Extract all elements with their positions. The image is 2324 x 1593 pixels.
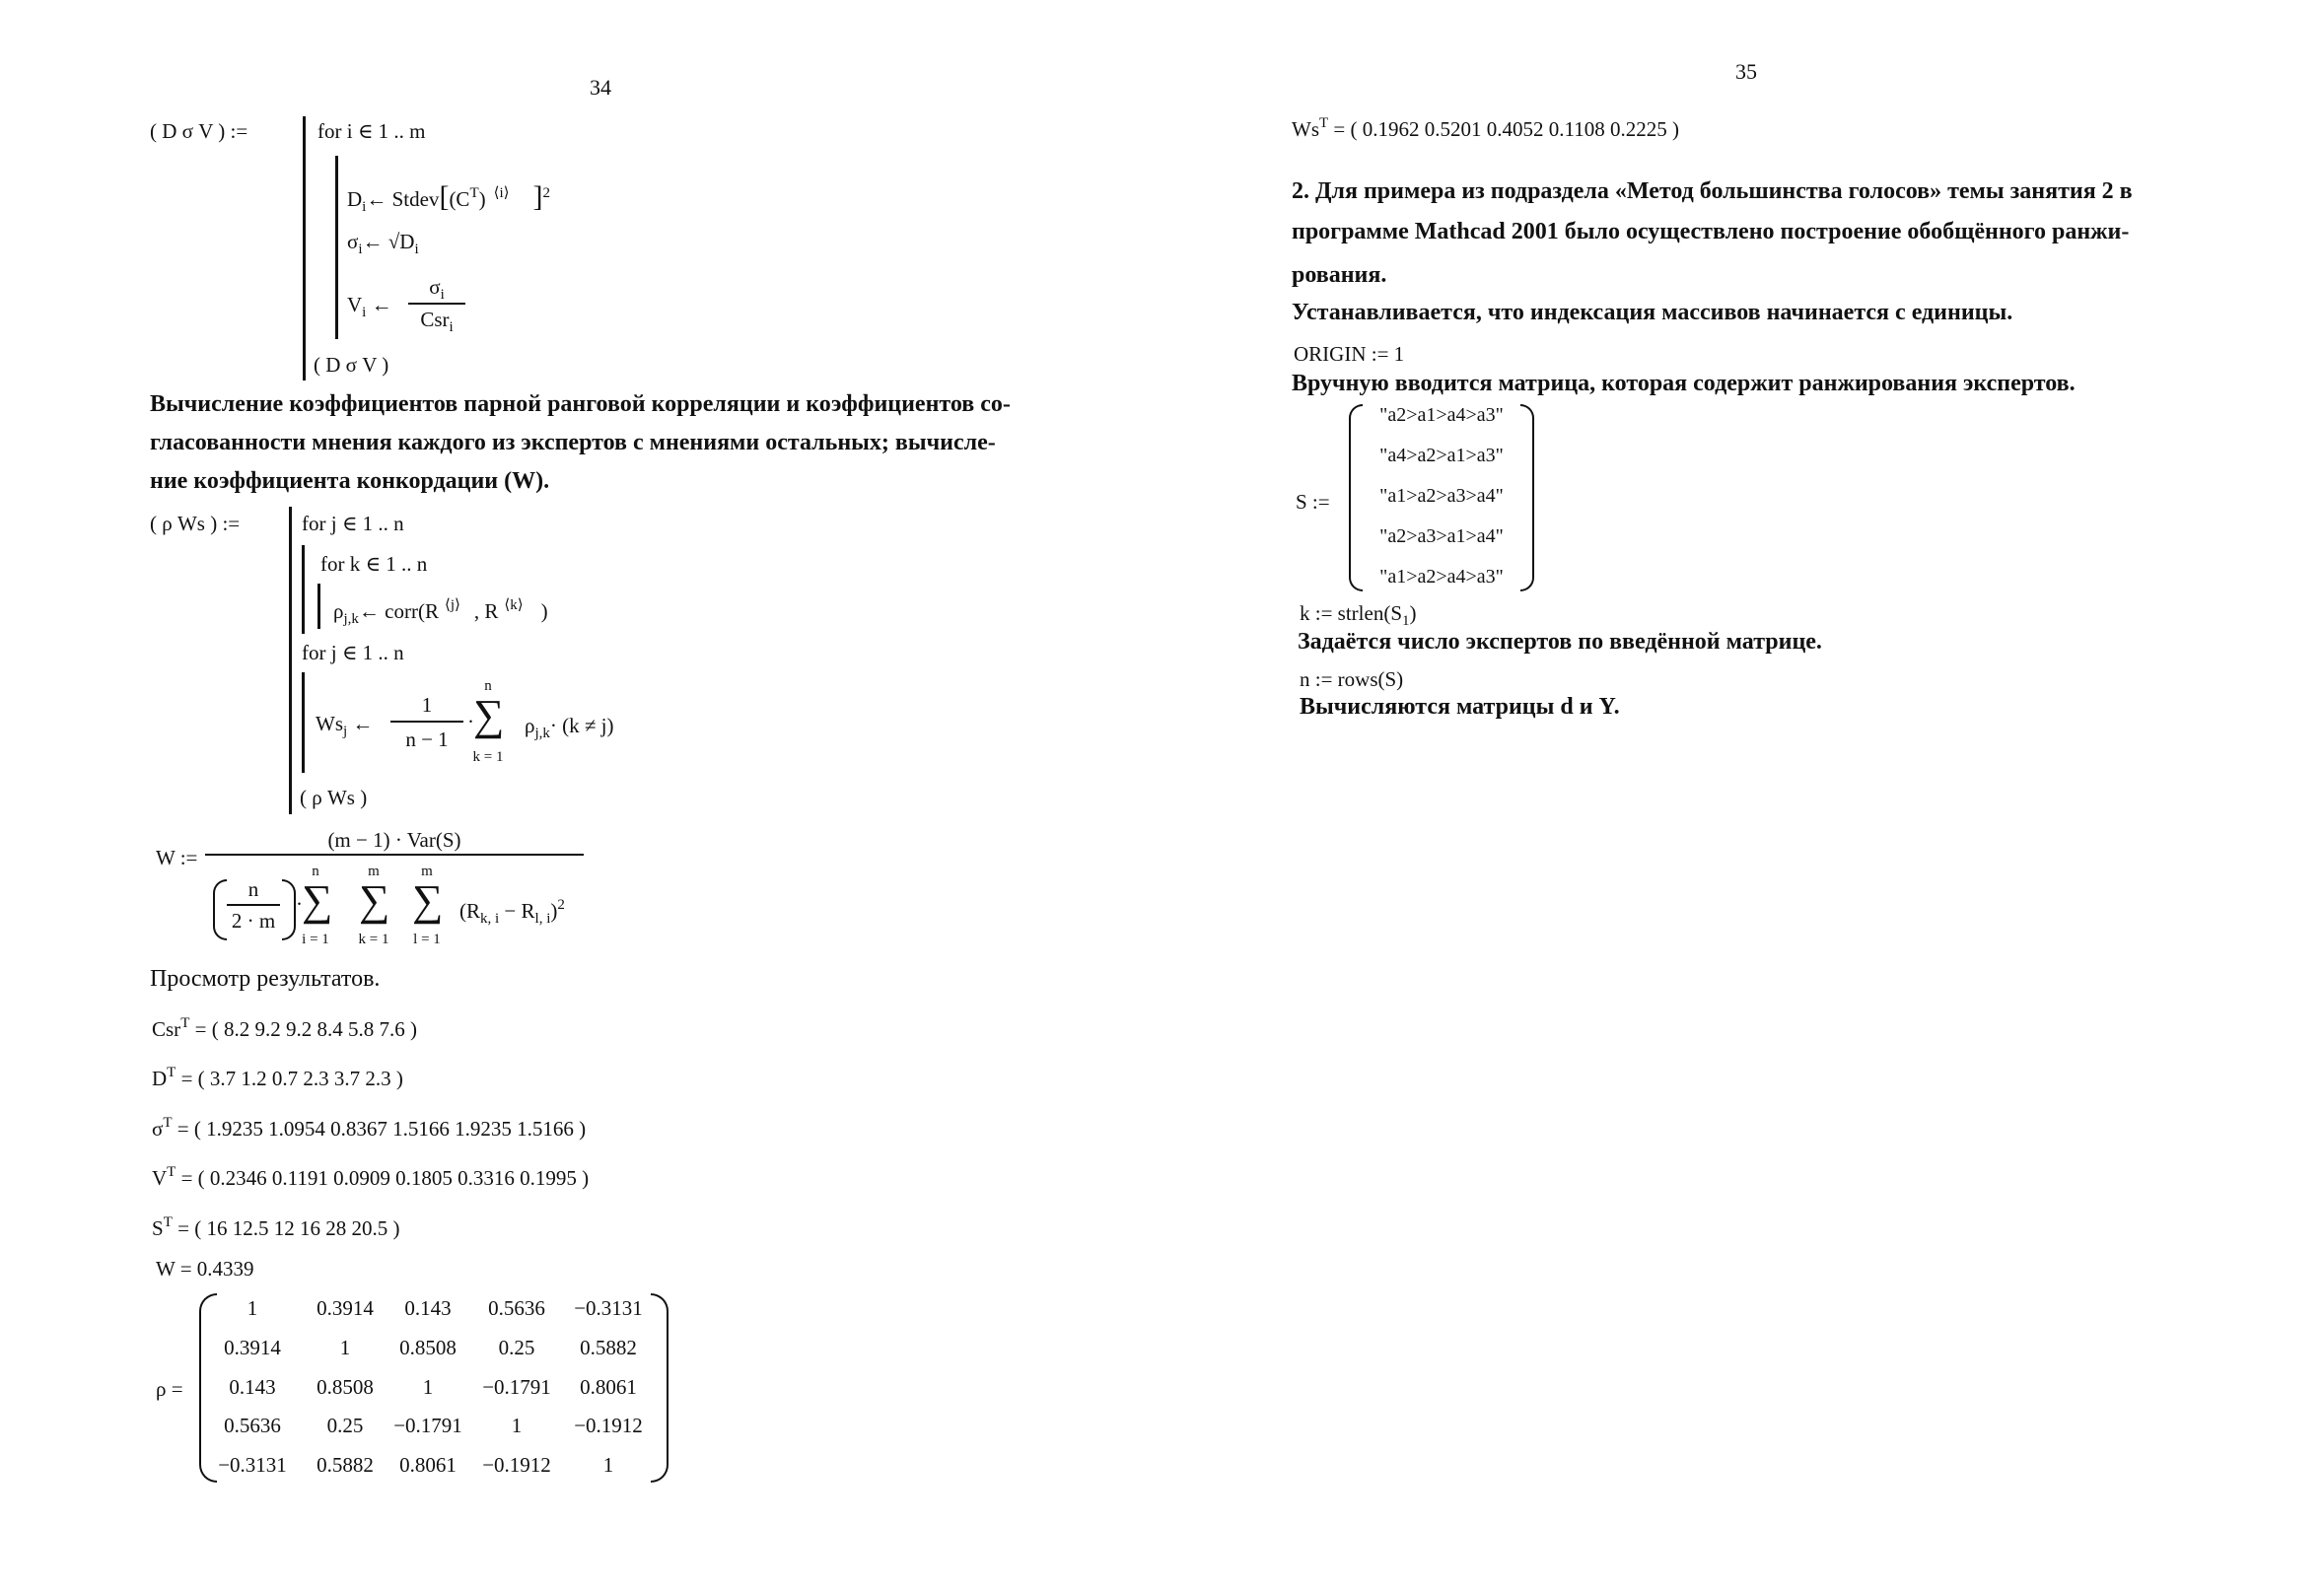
result-d-sup: T [167,1065,176,1080]
rho-matrix-cell-r5-c3: 0.8061 [399,1453,457,1477]
rho-matrix-cell-r3-c2: 0.8508 [317,1375,374,1399]
rho-sum-symbol: ∑ [473,691,505,739]
w-sum3-symbol: ∑ [412,876,444,925]
rho-ws-name: Ws [316,712,343,735]
w-term-sub2: l, i [534,911,551,927]
rho-return: ( ρ Ws ) [300,786,368,809]
dov-lhs: ( D σ V ) := [150,119,248,143]
dov-v-line [347,293,392,321]
w-numerator: (m − 1) · Var(S) [327,828,461,852]
result-v-name: V [152,1166,168,1190]
w-sum3-bottom: l = 1 [413,932,441,947]
result-v-value: = ( 0.2346 0.1191 0.0909 0.1805 0.3316 0.1995 ) [180,1166,590,1190]
k-code-sub: 1 [1402,613,1410,629]
rho-ws-dot: · [467,710,474,733]
k-code-close: ) [1409,601,1417,625]
rho-corr-fn: ← corr(R [358,599,439,623]
w-term-sq: 2 [557,897,565,913]
dov-v-denominator [406,308,467,336]
rho-matrix-cell-r4-c3: −0.1791 [393,1414,462,1437]
rho-matrix-cell-r5-c1: −0.3131 [218,1453,287,1477]
dov-return: ( D σ V ) [314,353,389,377]
rho-matrix-cell-r2-c3: 0.8508 [399,1336,457,1359]
rho-matrix-label: ρ = [156,1377,183,1401]
rho-ws-term-cond: · (k ≠ j) [549,714,614,737]
dov-v-name: V [347,293,363,316]
rho-matrix-cell-r2-c1: 0.3914 [224,1336,281,1359]
w-sum1-symbol: ∑ [302,876,333,925]
w-sum1-bottom: i = 1 [302,932,329,947]
ws-result-sup: T [1319,115,1329,131]
dov-d-line: $D_i\leftarrow$ $Stdev[(C^T)$ $^{⟨i⟩}$ ]$^2$ [347,180,550,215]
result-csr-name: Csr [152,1017,181,1041]
result-w: W = 0.4339 [156,1257,254,1281]
rho-for-j2: for j ∈ 1 .. n [302,641,404,664]
dov-v-den-sub: i [449,319,454,335]
rho-matrix-cell-r5-c4: −0.1912 [482,1453,551,1477]
w-sum2-bottom: k = 1 [358,932,389,947]
s-matrix-row-3: "a1>a2>a3>a4" [1379,485,1504,507]
s-matrix-left-paren [1349,404,1363,591]
rho-matrix-cell-r1-c4: 0.5636 [488,1296,545,1320]
k-code [1300,601,1417,630]
last-text: Вычисляются матрицы d и Y. [1300,694,1620,720]
rho-matrix-cell-r3-c4: −0.1791 [482,1375,551,1399]
w-dot: · [296,892,303,916]
ws-result [1292,115,1679,142]
dov-inner-bar [335,156,338,339]
dov-d-t: T [469,185,479,201]
rho-matrix-cell-r1-c1: 1 [246,1296,258,1320]
dov-v-num-sub: i [440,287,445,303]
rho-matrix-cell-r4-c5: −0.1912 [574,1414,643,1437]
rho-ws-arrow: ← [352,712,374,735]
result-v-sup: T [167,1164,176,1180]
result-sigma-value: = ( 1.9235 1.0954 0.8367 1.5166 1.9235 1.5166 ) [176,1117,587,1141]
w-term [459,897,565,928]
rho-matrix-cell-r3-c1: 0.143 [229,1375,276,1399]
w-term-sub1: k, i [480,911,500,927]
rho-ws-term-sub: j,k [534,726,550,741]
w-lhs: W := [156,846,198,869]
page-number-right: 35 [1735,59,1757,84]
w-frac-bar [227,904,280,906]
rho-matrix-cell-r2-c2: 1 [339,1336,351,1359]
rho-matrix-cell-r1-c3: 0.143 [404,1296,452,1320]
w-frac-n: n [247,877,259,901]
rho-sum-top: n [484,678,492,694]
result-sigma-name: σ [152,1117,164,1141]
rho-corr-j: ⟨j⟩ [444,597,460,613]
para2-line2: программе Mathcad 2001 было осуществлено построение обобщённого ранжи- [1292,219,2130,244]
rho-ws-term [525,714,614,742]
result-d [152,1065,403,1091]
result-s-value: = ( 16 12.5 12 16 28 20.5 ) [177,1216,400,1240]
w-sum1-top: n [312,864,319,879]
dov-sigma-sqrt: ← √D [362,230,415,253]
rho-lhs: ( ρ Ws ) := [150,512,241,535]
rho-ws-denominator: n − 1 [405,727,449,751]
ws-result-value: = ( 0.1962 0.5201 0.4052 0.1108 0.2225 ) [1333,117,1679,141]
dov-for-line: for i ∈ 1 .. m [317,119,426,143]
rho-corr-sub: j,k [343,611,359,627]
rho-matrix-cell-r4-c4: 1 [511,1414,523,1437]
para1-line3: ние коэффициента конкордации (W). [150,468,550,494]
result-sigma [152,1115,586,1142]
result-v [152,1164,589,1191]
rho-matrix-cell-r1-c2: 0.3914 [317,1296,374,1320]
s-matrix-right-paren [1520,404,1534,591]
rho-for-k: for k ∈ 1 .. n [320,552,428,576]
s-matrix-label: S := [1296,490,1330,514]
dov-d-stdev: ← Stdev [366,187,440,211]
dov-v-sub: i [362,305,367,320]
rho-inner-bar-1 [302,545,305,634]
rho-inner-bar-2 [317,584,320,629]
w-frac-d: 2 · m [231,909,276,933]
para2-line3: рования. [1292,262,1387,288]
w-sum3-top: m [421,864,433,879]
dov-d-name: D [347,187,363,211]
result-csr [152,1015,417,1042]
rho-matrix-cell-r4-c1: 0.5636 [224,1414,281,1437]
s-matrix-row-1: "a2>a1>a4>a3" [1379,404,1504,426]
matrix-text: Вручную вводится матрица, которая содержит ранжирования экспертов. [1292,371,2076,396]
result-d-name: D [152,1067,168,1090]
rho-matrix-cell-r2-c5: 0.5882 [580,1336,637,1359]
rho-outer-bar [289,507,292,814]
para1-line2: гласованности мнения каждого из экспертов с мнениями остальных; вычисле- [150,430,996,455]
rho-matrix-cell-r5-c2: 0.5882 [317,1453,374,1477]
page-number-left: 34 [590,75,611,100]
experts-text: Задаётся число экспертов по введённой матрице. [1298,629,1822,655]
rho-matrix-cell-r2-c4: 0.25 [498,1336,535,1359]
rho-matrix-cell-r5-c5: 1 [602,1453,614,1477]
para2-line1: 2. Для примера из подраздела «Метод большинства голосов» темы занятия 2 в [1292,178,2133,204]
n-code: n := rows(S) [1300,667,1404,691]
dov-sigma-sub: i [358,242,363,257]
rho-for-j1: for j ∈ 1 .. n [302,512,404,535]
rho-inner-bar-3 [302,672,305,773]
k-code-fn: k := strlen(S [1300,601,1403,625]
results-heading: Просмотр результатов. [150,966,381,992]
result-d-value: = ( 3.7 1.2 0.7 2.3 3.7 2.3 ) [180,1067,403,1090]
result-s-sup: T [163,1214,173,1230]
w-term-close: ) [550,899,558,923]
rho-corr-line [333,595,548,628]
dov-sigma-d-sub: i [414,242,419,257]
dov-d-i: ⟨i⟩ [493,185,510,201]
para1-line1: Вычисление коэффициентов парной ранговой корреляции и коэффициентов со- [150,391,1011,417]
rho-ws-numerator: 1 [421,693,433,717]
dov-v-num: σ [429,275,441,299]
rho-ws-line [316,712,373,740]
result-sigma-sup: T [163,1115,173,1131]
dov-sigma-name: σ [347,230,359,253]
rho-corr-close: ) [540,599,548,623]
rho-matrix-cell-r4-c2: 0.25 [326,1414,364,1437]
dov-d-sub: i [362,199,367,215]
rho-corr-name: ρ [333,599,344,623]
dov-d-ct: (C [449,187,470,211]
dov-d-sq: 2 [542,185,550,201]
right-page [1162,0,2324,1593]
dov-sigma-line [347,230,419,258]
rho-ws-sub: j [343,724,348,739]
rho-matrix-cell-r3-c3: 1 [422,1375,434,1399]
origin-text: Устанавливается, что индексация массивов начинается с единицы. [1292,300,2013,325]
result-s-name: S [152,1216,164,1240]
ws-result-name: Ws [1292,117,1319,141]
dov-v-arrow: ← [371,293,392,316]
result-csr-value: = ( 8.2 9.2 9.2 8.4 5.8 7.6 ) [194,1017,417,1041]
w-sum2-top: m [368,864,380,879]
rho-ws-term-rho: ρ [525,714,535,737]
result-s [152,1214,399,1241]
rho-matrix-cell-r1-c5: −0.3131 [574,1296,643,1320]
dov-v-fraction-bar [408,303,465,305]
dov-d-close: ) [478,187,486,211]
w-term-r2: − R [504,899,535,923]
s-matrix-row-4: "a2>a3>a1>a4" [1379,525,1504,547]
w-sum2-symbol: ∑ [359,876,390,925]
rho-corr-r: , R [473,599,499,623]
s-matrix-row-5: "a1>a2>a4>a3" [1379,566,1504,588]
result-csr-sup: T [180,1015,190,1031]
rho-ws-fraction-bar [390,721,463,723]
s-matrix-row-2: "a4>a2>a1>a3" [1379,445,1504,466]
dov-v-numerator [410,275,463,304]
rho-corr-k: ⟨k⟩ [504,597,524,613]
w-term-r1: (R [459,899,480,923]
dov-v-den: Csr [420,308,450,331]
rho-matrix-cell-r3-c5: 0.8061 [580,1375,637,1399]
w-fraction-bar [205,854,584,856]
dov-outer-bar [303,116,306,381]
origin-code: ORIGIN := 1 [1294,342,1405,366]
rho-sum-bottom: k = 1 [472,749,504,765]
